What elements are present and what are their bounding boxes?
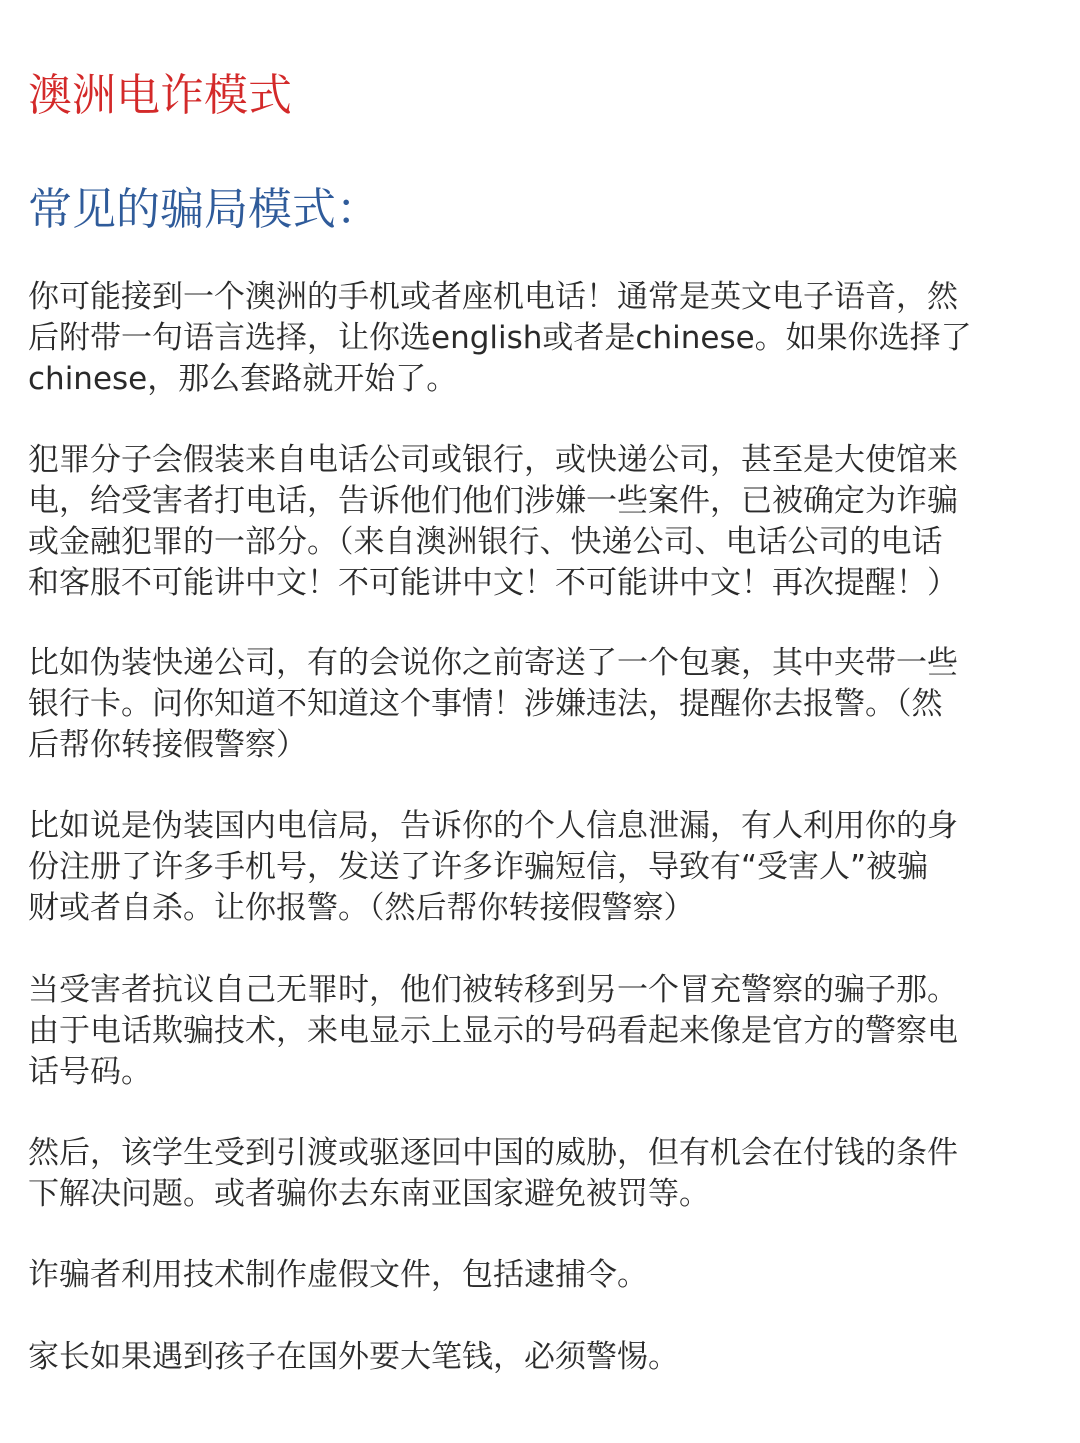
paragraph-line: 然后，该学生受到引渡或驱逐回中国的威胁，但有机会在付钱的条件 <box>28 1135 958 1171</box>
paragraph-line: 份注册了许多手机号，发送了许多诈骗短信，导致有“受害人”被骗 <box>28 849 929 885</box>
paragraph-line: 话号码。 <box>28 1054 152 1090</box>
paragraph-line: 下解决问题。或者骗你去东南亚国家避免被罚等。 <box>28 1176 710 1212</box>
paragraph-line: 诈骗者利用技术制作虚假文件，包括逮捕令。 <box>28 1257 648 1293</box>
paragraph-3 <box>28 643 1048 766</box>
paragraph-line: chinese，那么套路就开始了。 <box>28 361 458 397</box>
paragraph-line: 财或者自杀。让你报警。（然后帮你转接假警察） <box>28 890 695 926</box>
paragraph-1 <box>28 277 1048 400</box>
paragraph-line: 银行卡。问你知道不知道这个事情！涉嫌违法，提醒你去报警。（然 <box>28 686 943 722</box>
paragraph-5 <box>28 970 1048 1093</box>
paragraph-line: 比如说是伪装国内电信局，告诉你的个人信息泄漏，有人利用你的身 <box>28 808 958 844</box>
paragraph-line: 由于电话欺骗技术，来电显示上显示的号码看起来像是官方的警察电 <box>28 1013 958 1049</box>
paragraph-8 <box>28 1337 1048 1378</box>
paragraph-line: 当受害者抗议自己无罪时，他们被转移到另一个冒充警察的骗子那。 <box>28 972 958 1008</box>
paragraph-line: 犯罪分子会假装来自电话公司或银行，或快递公司，甚至是大使馆来 <box>28 442 958 478</box>
paragraph-line: 家长如果遇到孩子在国外要大笔钱，必须警惕。 <box>28 1339 679 1375</box>
page-title: 澳洲电诈模式 <box>28 70 292 121</box>
paragraph-line: 比如伪装快递公司，有的会说你之前寄送了一个包裹，其中夹带一些 <box>28 645 958 681</box>
paragraph-line: 和客服不可能讲中文！不可能讲中文！不可能讲中文！再次提醒！） <box>28 565 958 601</box>
paragraph-7 <box>28 1255 1048 1296</box>
paragraph-6 <box>28 1133 1048 1215</box>
paragraph-line: 或金融犯罪的一部分。（来自澳洲银行、快递公司、电话公司的电话 <box>28 524 943 560</box>
section-heading: 常见的骗局模式： <box>28 184 380 235</box>
paragraph-line: 后附带一句语言选择，让你选english或者是chinese。如果你选择了 <box>28 320 972 356</box>
paragraph-line: 后帮你转接假警察） <box>28 727 307 763</box>
paragraph-line: 电，给受害者打电话，告诉他们他们涉嫌一些案件，已被确定为诈骗 <box>28 483 958 519</box>
paragraph-line: 你可能接到一个澳洲的手机或者座机电话！通常是英文电子语音，然 <box>28 279 958 315</box>
paragraph-2 <box>28 440 1048 604</box>
paragraph-4 <box>28 806 1048 929</box>
